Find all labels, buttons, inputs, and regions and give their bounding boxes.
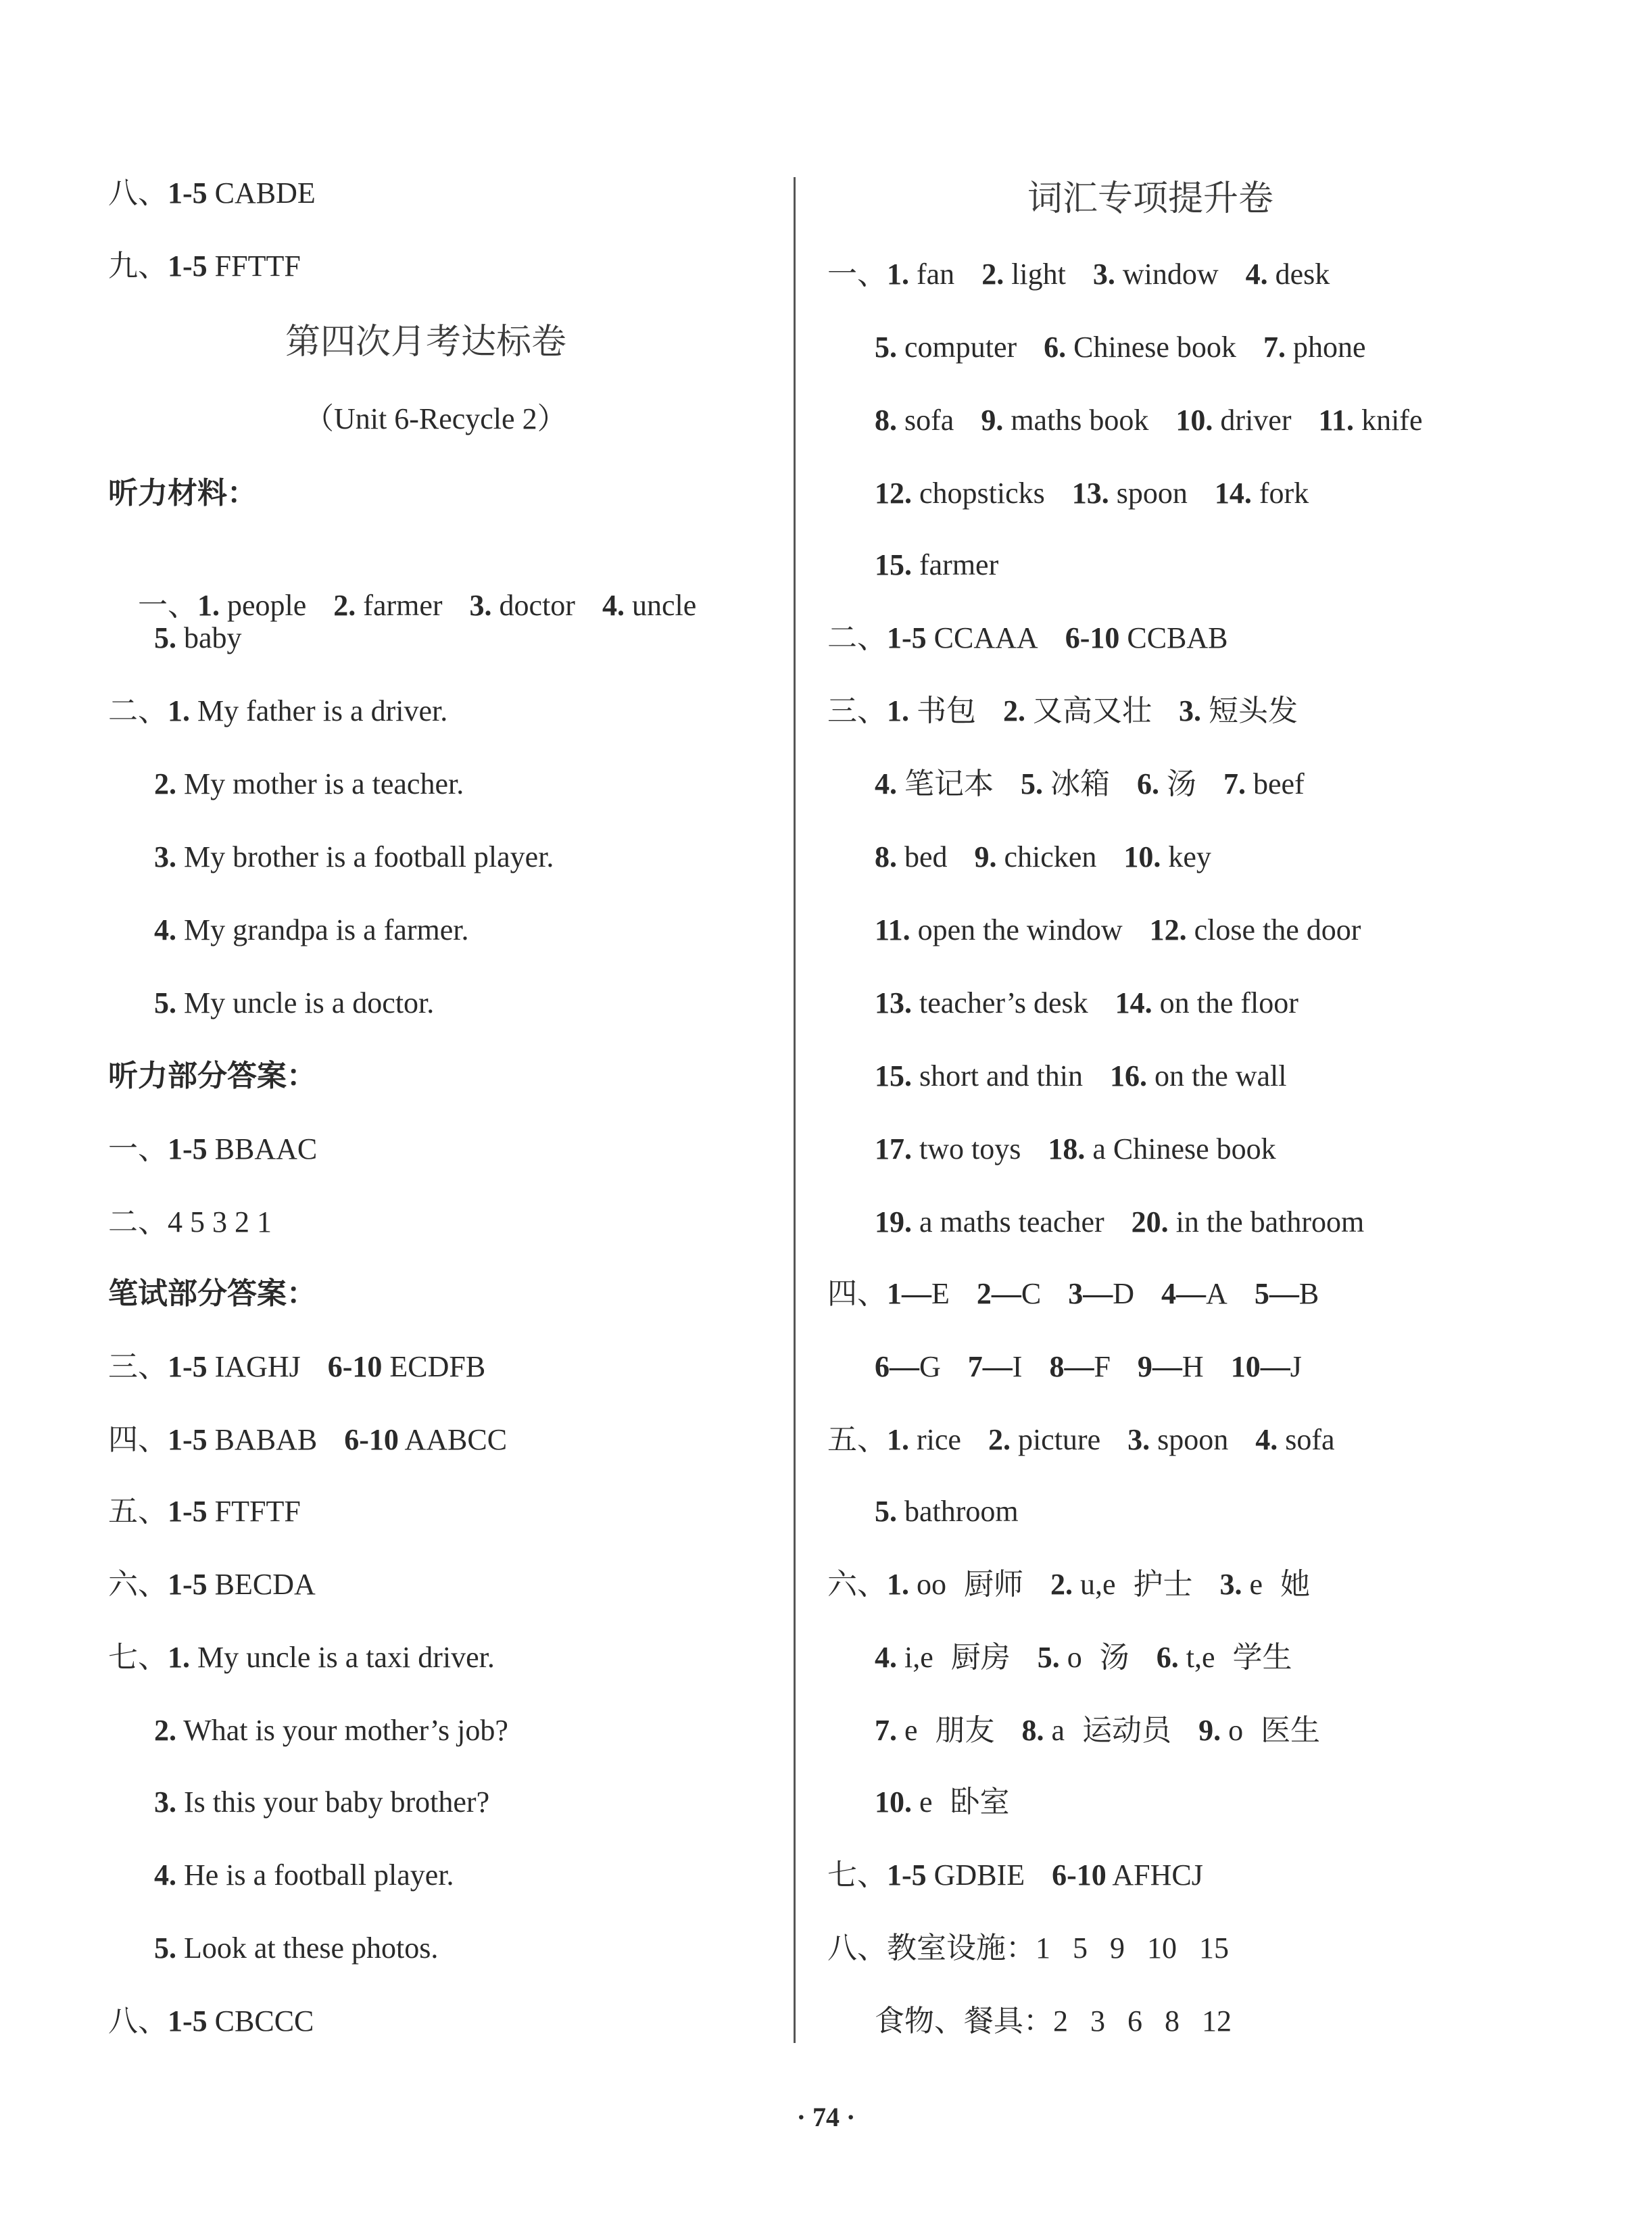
item-number: 8. xyxy=(875,404,897,437)
item-number: 9. xyxy=(981,404,1004,437)
listening-material-label: 听力材料： xyxy=(108,476,257,510)
item-number: 13. xyxy=(875,986,912,1019)
answer-letter: G xyxy=(919,1350,941,1383)
item-text: farmer xyxy=(919,548,999,581)
item-number: 3. xyxy=(154,840,176,873)
item-text: 短头发 xyxy=(1209,694,1298,727)
letters: t,e xyxy=(1186,1641,1215,1674)
section-prefix: 六、 xyxy=(827,1568,887,1601)
item-text: in the bathroom xyxy=(1175,1205,1365,1239)
item-number: 15. xyxy=(875,1059,912,1092)
item-number: 14. xyxy=(1115,986,1152,1019)
section-prefix: 四、 xyxy=(827,1277,887,1310)
word: 汤 xyxy=(1099,1641,1129,1674)
item-number: 5. xyxy=(1021,767,1043,800)
item-number: 11. xyxy=(875,913,910,946)
word: 护士 xyxy=(1133,1568,1193,1601)
answer-letter: I xyxy=(1012,1350,1023,1383)
list-item xyxy=(154,1928,438,1969)
item-text: on the wall xyxy=(1154,1059,1287,1092)
item-text: chopsticks xyxy=(919,477,1045,510)
item-range: 1-5 xyxy=(168,176,208,210)
answer-letter: J xyxy=(1290,1350,1302,1383)
item-number: 1. xyxy=(168,1641,190,1674)
page-number: · 74 · xyxy=(796,2102,856,2132)
item-range: 1-5 xyxy=(168,1495,208,1528)
item-text: Chinese book xyxy=(1073,331,1236,364)
item-text: on the floor xyxy=(1159,986,1298,1019)
item-text: My father is a driver. xyxy=(197,694,448,727)
item-number: 2. xyxy=(154,767,176,800)
section-prefix: 八、 xyxy=(108,176,168,210)
category-line xyxy=(875,2001,1232,2042)
dash: — xyxy=(982,1350,1013,1383)
list-item xyxy=(154,1782,489,1823)
item-text: rice xyxy=(917,1423,961,1456)
dash: — xyxy=(1269,1277,1299,1310)
item-number: 4. xyxy=(602,589,625,622)
item-number: 1. xyxy=(168,694,190,727)
item-number: 10 xyxy=(1230,1350,1261,1383)
section-prefix: 九、 xyxy=(108,249,168,283)
category-line xyxy=(827,1928,1229,1969)
list-item xyxy=(875,983,1298,1024)
item-number: 1. xyxy=(887,1423,909,1456)
item-number: 5. xyxy=(154,986,176,1019)
letters: oo xyxy=(917,1568,946,1601)
item-number: 6 xyxy=(875,1350,890,1383)
column-divider xyxy=(794,177,796,2043)
item-number: 4. xyxy=(1245,258,1268,291)
item-number: 4. xyxy=(875,767,897,800)
answer-text: CCBAB xyxy=(1127,621,1228,654)
item-text: light xyxy=(1011,258,1066,291)
item-text: My uncle is a taxi driver. xyxy=(197,1641,495,1674)
item-number: 3. xyxy=(469,589,492,622)
item-text: fan xyxy=(917,258,955,291)
item-text: fork xyxy=(1259,477,1309,510)
item-text: open the window xyxy=(917,913,1123,946)
list-item xyxy=(875,545,998,585)
section-prefix: 一、 xyxy=(138,589,197,622)
item-number: 3. xyxy=(1092,258,1115,291)
category-label: 教室设施： xyxy=(887,1931,1036,1965)
answer-line-9 xyxy=(108,246,301,287)
item-number: 5. xyxy=(1037,1641,1060,1674)
item-number: 3 xyxy=(1068,1277,1084,1310)
item-text: baby xyxy=(184,621,242,654)
item-number: 2. xyxy=(333,589,356,622)
item-number: 9. xyxy=(1198,1714,1221,1747)
item-range: 1-5 xyxy=(887,621,927,654)
dash: — xyxy=(890,1350,919,1383)
item-number: 2 xyxy=(976,1277,992,1310)
item-text: teacher’s desk xyxy=(919,986,1088,1019)
item-number: 2. xyxy=(1050,1568,1073,1601)
item-number: 6. xyxy=(1156,1641,1179,1674)
item-range: 1-5 xyxy=(168,2004,208,2038)
list-item xyxy=(108,691,447,731)
item-text: a Chinese book xyxy=(1092,1132,1276,1165)
item-number: 4 xyxy=(1161,1277,1177,1310)
section-prefix: 四、 xyxy=(108,1423,168,1456)
answer-line-8 xyxy=(108,173,316,214)
list-item xyxy=(875,764,1305,804)
list-item xyxy=(154,618,242,658)
item-text: Look at these photos. xyxy=(184,1931,439,1965)
item-range: 6-10 xyxy=(344,1423,399,1456)
answer-text: CABDE xyxy=(214,176,316,210)
answer-text: AFHCJ xyxy=(1112,1858,1203,1892)
category-label: 食物、餐具： xyxy=(875,2004,1053,2038)
item-number: 15. xyxy=(875,548,912,581)
word: 朋友 xyxy=(935,1714,995,1747)
section-prefix: 二、 xyxy=(827,621,887,654)
letters: o xyxy=(1228,1714,1244,1747)
item-text: a maths teacher xyxy=(919,1205,1104,1239)
answer-letter: A xyxy=(1206,1277,1228,1310)
item-range: 6-10 xyxy=(1052,1858,1107,1892)
section-prefix: 五、 xyxy=(108,1495,168,1528)
item-number: 4. xyxy=(154,913,176,946)
item-text: computer xyxy=(904,331,1017,364)
word: 卧室 xyxy=(950,1785,1010,1819)
list-item xyxy=(875,1637,1292,1678)
section-prefix: 一、 xyxy=(108,1132,168,1165)
item-text: phone xyxy=(1292,331,1366,364)
answer-text: BABAB xyxy=(214,1423,318,1456)
item-range: 1-5 xyxy=(887,1858,927,1892)
answer-letter: E xyxy=(931,1277,950,1310)
item-number: 1. xyxy=(887,694,909,727)
item-number: 9. xyxy=(974,840,997,873)
answer-text: BBAAC xyxy=(214,1132,318,1165)
list-item xyxy=(875,400,1422,441)
section-prefix: 三、 xyxy=(108,1350,168,1383)
answer-line xyxy=(108,2001,314,2042)
section-prefix: 七、 xyxy=(827,1858,887,1892)
item-text: What is your mother’s job? xyxy=(183,1714,508,1747)
section-heading: 词汇专项提升卷 xyxy=(1027,178,1274,219)
word: 运动员 xyxy=(1082,1714,1172,1747)
item-range: 1-5 xyxy=(168,1423,208,1456)
dash: — xyxy=(1083,1277,1113,1310)
item-number: 7. xyxy=(875,1714,897,1747)
listening-answers-label: 听力部分答案： xyxy=(108,1059,316,1093)
item-text: desk xyxy=(1275,258,1330,291)
section-prefix: 三、 xyxy=(827,694,887,727)
list-item xyxy=(875,1491,1019,1532)
letters: o xyxy=(1067,1641,1082,1674)
list-item xyxy=(154,1855,454,1896)
list-item xyxy=(875,1129,1276,1170)
item-number: 10. xyxy=(1175,404,1213,437)
item-number: 5 xyxy=(1254,1277,1269,1310)
item-number: 6. xyxy=(1044,331,1067,364)
item-text: 笔记本 xyxy=(904,767,994,800)
item-number: 10. xyxy=(875,1785,912,1819)
section-prefix: 二、 xyxy=(108,694,168,727)
item-text: sofa xyxy=(904,404,954,437)
letters: e xyxy=(919,1785,933,1819)
item-number: 8. xyxy=(1021,1714,1044,1747)
answer-line xyxy=(108,1420,507,1460)
item-text: farmer xyxy=(363,589,443,622)
list-item xyxy=(154,1710,508,1751)
answer-text: AABCC xyxy=(404,1423,508,1456)
item-text: sofa xyxy=(1285,1423,1335,1456)
list-item xyxy=(875,837,1211,878)
item-number: 13. xyxy=(1071,477,1109,510)
category-numbers: 1 5 9 10 15 xyxy=(1036,1931,1229,1965)
item-text: knife xyxy=(1361,404,1423,437)
item-text: driver xyxy=(1220,404,1292,437)
list-item xyxy=(827,1564,1310,1605)
matching-line xyxy=(827,1274,1319,1314)
word: 厨师 xyxy=(964,1568,1023,1601)
item-text: two toys xyxy=(919,1132,1021,1165)
list-item xyxy=(875,910,1361,951)
item-text: My brother is a football player. xyxy=(184,840,554,873)
answer-text: FFTTF xyxy=(214,249,301,283)
dash: — xyxy=(991,1277,1021,1310)
letters: e xyxy=(1249,1568,1263,1601)
item-range: 6-10 xyxy=(1065,621,1120,654)
item-number: 7. xyxy=(1223,767,1246,800)
answer-line xyxy=(108,1129,317,1170)
letters: a xyxy=(1051,1714,1065,1747)
item-number: 3. xyxy=(154,1785,176,1819)
section-heading: 第四次月考达标卷 xyxy=(285,322,567,362)
list-item xyxy=(154,764,464,804)
word: 厨房 xyxy=(950,1641,1011,1674)
word: 医生 xyxy=(1261,1714,1321,1747)
item-number: 17. xyxy=(875,1132,912,1165)
item-range: 1-5 xyxy=(168,1568,208,1601)
answer-line xyxy=(108,1347,485,1387)
answer-text: GDBIE xyxy=(933,1858,1025,1892)
letters: i,e xyxy=(904,1641,933,1674)
answer-letter: F xyxy=(1094,1350,1111,1383)
list-item xyxy=(875,1710,1320,1751)
section-prefix: 五、 xyxy=(827,1423,887,1456)
item-number: 1. xyxy=(887,1568,909,1601)
section-prefix: 二、 xyxy=(108,1205,168,1239)
item-text: spoon xyxy=(1157,1423,1229,1456)
item-number: 9 xyxy=(1137,1350,1152,1383)
list-item xyxy=(154,910,469,951)
item-number: 8. xyxy=(875,840,897,873)
item-number: 19. xyxy=(875,1205,912,1239)
answer-line xyxy=(108,1202,272,1243)
dash: — xyxy=(902,1277,931,1310)
item-text: key xyxy=(1168,840,1211,873)
word: 她 xyxy=(1280,1568,1311,1601)
section-prefix: 六、 xyxy=(108,1568,168,1601)
item-text: picture xyxy=(1017,1423,1101,1456)
list-item xyxy=(108,1637,495,1678)
letters: u,e xyxy=(1080,1568,1116,1601)
matching-line xyxy=(875,1347,1302,1387)
item-text: spoon xyxy=(1116,477,1188,510)
section-prefix: 八、 xyxy=(827,1931,887,1965)
item-text: 又高又壮 xyxy=(1033,694,1152,727)
item-text: 书包 xyxy=(917,694,976,727)
word: 学生 xyxy=(1232,1641,1292,1674)
answer-letter: C xyxy=(1021,1277,1042,1310)
item-text: people xyxy=(227,589,307,622)
item-number: 8 xyxy=(1049,1350,1065,1383)
item-text: Is this your baby brother? xyxy=(184,1785,490,1819)
item-number: 4. xyxy=(875,1641,897,1674)
item-number: 1 xyxy=(887,1277,902,1310)
answer-letter: H xyxy=(1182,1350,1204,1383)
item-number: 14. xyxy=(1214,477,1252,510)
item-number: 5. xyxy=(875,1495,897,1528)
answer-text: IAGHJ xyxy=(214,1350,301,1383)
section-prefix: 八、 xyxy=(108,2004,168,2038)
list-item xyxy=(875,1056,1287,1097)
item-text: My grandpa is a farmer. xyxy=(184,913,469,946)
section-subheading: （Unit 6-Recycle 2） xyxy=(304,402,567,435)
dash: — xyxy=(1260,1350,1290,1383)
item-number: 1. xyxy=(197,589,220,622)
answer-text: CCAAA xyxy=(933,621,1038,654)
item-number: 5. xyxy=(875,331,897,364)
item-number: 5. xyxy=(154,621,176,654)
item-text: My mother is a teacher. xyxy=(184,767,464,800)
item-number: 5. xyxy=(154,1931,176,1965)
item-text: close the door xyxy=(1194,913,1361,946)
item-text: He is a football player. xyxy=(184,1858,454,1892)
letters: e xyxy=(904,1714,918,1747)
item-range: 1-5 xyxy=(168,249,208,283)
answer-line xyxy=(108,1491,301,1532)
dash: — xyxy=(1064,1350,1094,1383)
item-text: window xyxy=(1122,258,1219,291)
item-number: 11. xyxy=(1318,404,1355,437)
section-prefix: 七、 xyxy=(108,1641,168,1674)
item-text: 冰箱 xyxy=(1050,767,1110,800)
list-item xyxy=(875,1782,1010,1823)
item-text: bathroom xyxy=(904,1495,1019,1528)
category-numbers: 2 3 6 8 12 xyxy=(1053,2004,1232,2038)
item-text: maths book xyxy=(1011,404,1149,437)
item-text: doctor xyxy=(499,589,575,622)
answer-letter: D xyxy=(1113,1277,1135,1310)
list-item xyxy=(827,254,1330,295)
written-answers-label: 笔试部分答案： xyxy=(108,1276,316,1311)
item-text: 汤 xyxy=(1167,767,1196,800)
item-number: 2. xyxy=(1003,694,1025,727)
item-text: short and thin xyxy=(919,1059,1083,1092)
answer-text: BECDA xyxy=(214,1568,316,1601)
list-item xyxy=(875,327,1365,368)
item-number: 2. xyxy=(981,258,1004,291)
item-text: beef xyxy=(1253,767,1305,800)
item-number: 3. xyxy=(1179,694,1201,727)
item-text: bed xyxy=(904,840,948,873)
answer-letter: B xyxy=(1298,1277,1319,1310)
list-item xyxy=(875,473,1309,514)
item-number: 7 xyxy=(967,1350,983,1383)
item-number: 20. xyxy=(1131,1205,1169,1239)
answer-line xyxy=(108,1564,316,1605)
item-text: My uncle is a doctor. xyxy=(184,986,435,1019)
answer-text: 4 5 3 2 1 xyxy=(168,1205,272,1239)
list-item xyxy=(875,1202,1364,1243)
item-range: 6-10 xyxy=(327,1350,383,1383)
item-text: uncle xyxy=(631,589,697,622)
item-number: 4. xyxy=(1255,1423,1278,1456)
item-number: 7. xyxy=(1263,331,1286,364)
item-text: chicken xyxy=(1004,840,1097,873)
item-number: 2. xyxy=(154,1714,176,1747)
item-number: 1. xyxy=(887,258,909,291)
answer-text: FTFTF xyxy=(214,1495,301,1528)
answer-text: ECDFB xyxy=(389,1350,486,1383)
list-item xyxy=(154,983,434,1024)
item-number: 3. xyxy=(1127,1423,1150,1456)
item-range: 1-5 xyxy=(168,1132,208,1165)
item-range: 1-5 xyxy=(168,1350,208,1383)
dash: — xyxy=(1176,1277,1207,1310)
list-item xyxy=(827,691,1298,731)
item-number: 3. xyxy=(1219,1568,1242,1601)
answer-text: CBCCC xyxy=(214,2004,314,2038)
list-item xyxy=(154,837,554,878)
item-number: 12. xyxy=(875,477,912,510)
item-number: 6. xyxy=(1137,767,1159,800)
section-prefix: 一、 xyxy=(827,258,887,291)
item-number: 18. xyxy=(1048,1132,1086,1165)
item-number: 2. xyxy=(988,1423,1011,1456)
dash: — xyxy=(1152,1350,1182,1383)
item-number: 12. xyxy=(1149,913,1187,946)
list-item xyxy=(827,1420,1335,1460)
item-number: 4. xyxy=(154,1858,176,1892)
answer-line xyxy=(827,618,1228,658)
item-number: 10. xyxy=(1123,840,1161,873)
item-number: 16. xyxy=(1109,1059,1147,1092)
answer-line xyxy=(827,1855,1203,1896)
